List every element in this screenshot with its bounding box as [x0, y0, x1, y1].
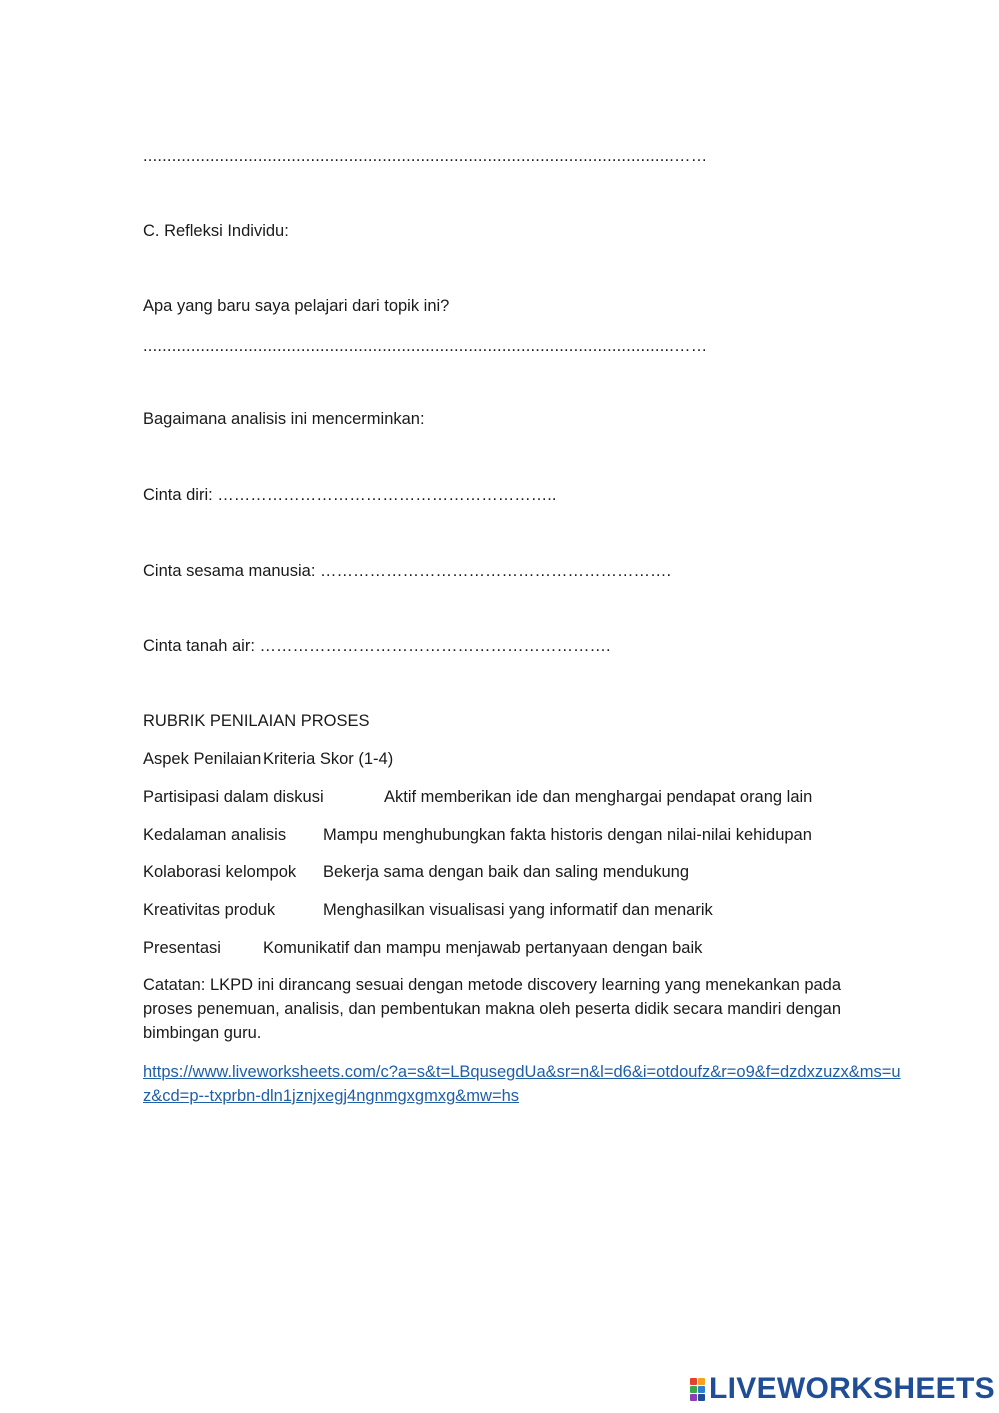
rubric-row-aspek: Partisipasi dalam diskusi: [143, 788, 324, 806]
cinta-tanah-air-line: Cinta tanah air: ……………………………………………………….: [143, 637, 611, 655]
cinta-sesama-line: Cinta sesama manusia: ……………………………………………………….: [143, 562, 672, 580]
question-learned: Apa yang baru saya pelajari dari topik ini?: [143, 297, 450, 315]
catatan-paragraph: Catatan: LKPD ini dirancang sesuai dengan metode discovery learning yang menekankan pada proses penemuan, analisis, dan pembentukan makna oleh peserta didik secara mandiri dengan bimbingan guru.: [143, 976, 842, 1042]
answer-dots-learned: ...............................................................................................................……: [143, 337, 708, 355]
liveworksheets-logo: [690, 1373, 995, 1405]
logo-block: [690, 1386, 697, 1393]
rubric-title: RUBRIK PENILAIAN PROSES: [143, 712, 370, 730]
question-reflection: Bagaimana analisis ini mencerminkan:: [143, 410, 425, 428]
rubric-row-kriteria: Komunikatif dan mampu menjawab pertanyaan dengan baik: [263, 939, 703, 957]
logo-block: [698, 1394, 705, 1401]
rubric-row-aspek: Kreativitas produk: [143, 901, 276, 919]
logo-block: [690, 1394, 697, 1401]
logo-block: [698, 1386, 705, 1393]
section-c-heading: C. Refleksi Individu:: [143, 222, 289, 240]
rubric-header-kriteria: Kriteria Skor (1-4): [263, 750, 394, 768]
rubric-row-aspek: Kedalaman analisis: [143, 826, 287, 844]
logo-blocks-icon: [690, 1378, 705, 1401]
rubric-row-aspek: Kolaborasi kelompok: [143, 863, 297, 881]
rubric-row-kriteria: Aktif memberikan ide dan menghargai pendapat orang lain: [384, 788, 813, 806]
logo-text: LIVEWORKSHEETS: [709, 1372, 995, 1405]
logo-block: [698, 1378, 705, 1385]
cinta-diri-line: Cinta diri: ……………………………………………………..: [143, 486, 557, 504]
answer-dots-top: ...............................................................................................................……: [143, 147, 708, 165]
logo-block: [690, 1378, 697, 1385]
rubric-header-aspek: Aspek Penilaian: [143, 750, 262, 768]
rubric-row-kriteria: Menghasilkan visualisasi yang informatif dan menarik: [323, 901, 713, 919]
rubric-row-kriteria: Mampu menghubungkan fakta historis dengan nilai-nilai kehidupan: [323, 826, 812, 844]
rubric-row-kriteria: Bekerja sama dengan baik dan saling mendukung: [323, 863, 689, 881]
worksheet-link[interactable]: https://www.liveworksheets.com/c?a=s&t=LBqusegdUa&sr=n&l=d6&i=otdoufz&r=o9&f=dzdxzuzx&ms=uz&cd=p--txprbn-dln1jznjxegj4ngnmgxgmxg&mw=hs: [143, 1063, 901, 1105]
rubric-row-aspek: Presentasi: [143, 939, 221, 957]
